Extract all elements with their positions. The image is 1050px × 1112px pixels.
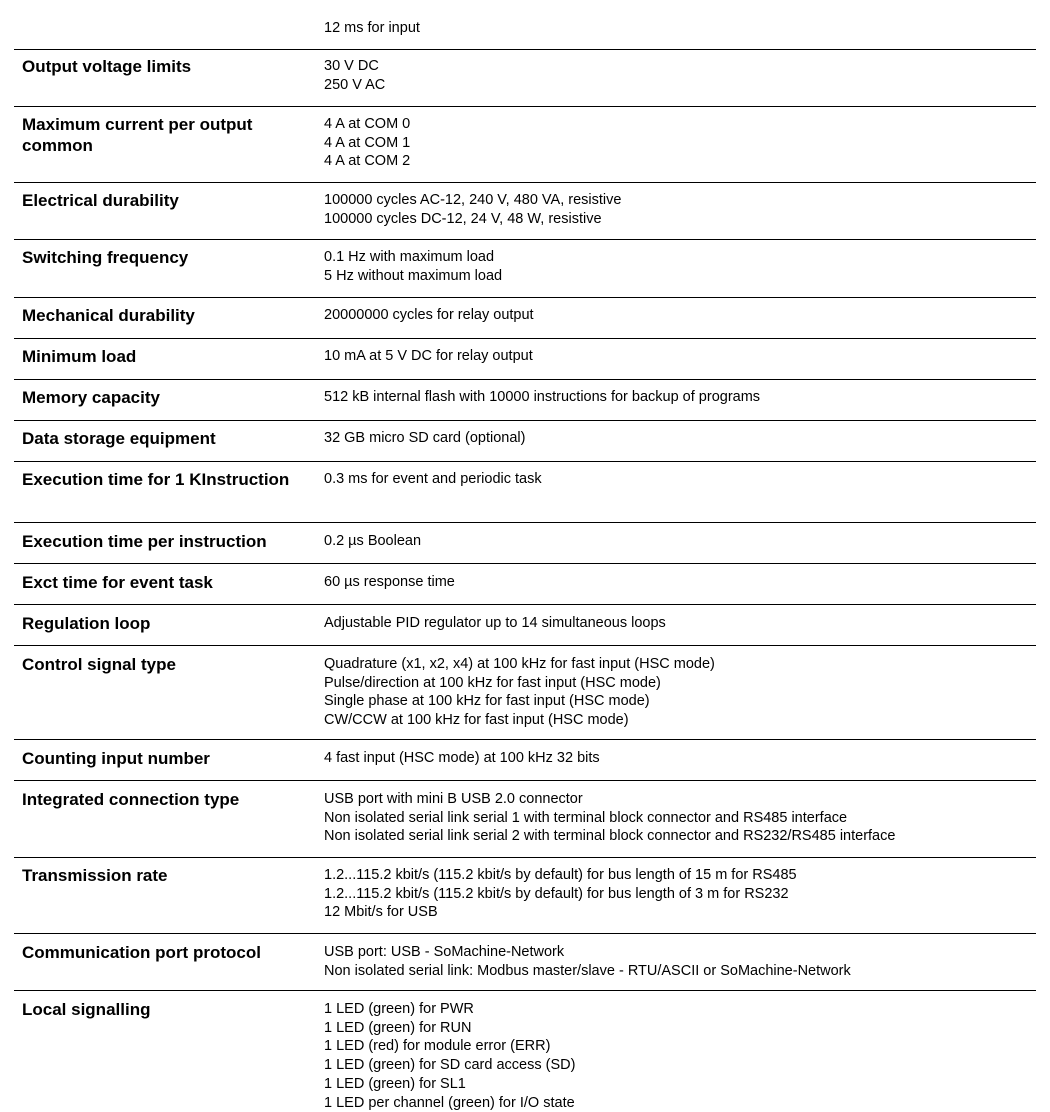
spec-value: 4 fast input (HSC mode) at 100 kHz 32 bits <box>324 750 600 766</box>
spec-values <box>324 57 1034 94</box>
spec-value: 100000 cycles DC-12, 24 V, 48 W, resistive <box>324 210 602 227</box>
spec-value: 4 A at COM 2 <box>324 153 411 170</box>
spec-values <box>324 429 1034 448</box>
spec-label: Minimum load <box>22 347 137 366</box>
row-divider <box>14 563 1036 564</box>
spec-value: 1 LED (green) for SL1 <box>324 1075 466 1092</box>
row-divider <box>14 182 1036 183</box>
spec-value: 1 LED per channel (green) for I/O state <box>324 1094 575 1111</box>
row-divider <box>14 420 1036 421</box>
spec-label: Output voltage limits <box>22 57 192 76</box>
spec-value: 1 LED (red) for module error (ERR) <box>324 1038 551 1055</box>
spec-label: Local signalling <box>22 1000 151 1019</box>
spec-label: Memory capacity <box>22 388 160 407</box>
spec-value: 1 LED (green) for RUN <box>324 1019 472 1036</box>
spec-value: Non isolated serial link serial 2 with terminal block connector and RS232/RS485 interface <box>324 828 896 845</box>
row-divider <box>14 297 1036 298</box>
spec-value: Single phase at 100 kHz for fast input (HSC mode) <box>324 693 650 710</box>
spec-values <box>324 614 1034 633</box>
spec-label: Communication port protocol <box>22 943 261 962</box>
spec-label: Switching frequency <box>22 248 189 267</box>
spec-value: Non isolated serial link serial 1 with terminal block connector and RS485 interface <box>324 809 848 826</box>
row-divider <box>14 739 1036 740</box>
spec-value: 4 A at COM 0 <box>324 116 411 132</box>
row-divider <box>14 379 1036 380</box>
spec-values <box>324 388 1034 407</box>
spec-value: 0.2 µs Boolean <box>324 533 422 549</box>
spec-label: Execution time per instruction <box>22 532 267 551</box>
spec-value: 12 Mbit/s for USB <box>324 904 438 921</box>
spec-label: Exct time for event task <box>22 573 213 592</box>
spec-values <box>324 790 1034 846</box>
spec-label: Control signal type <box>22 655 176 674</box>
spec-values <box>324 573 1034 592</box>
spec-label: Regulation loop <box>22 614 151 633</box>
spec-value: 1 LED (green) for SD card access (SD) <box>324 1057 576 1074</box>
spec-value: 0.1 Hz with maximum load <box>324 249 495 265</box>
spec-values <box>324 866 1034 922</box>
spec-values <box>324 191 1034 228</box>
spec-value: 1.2...115.2 kbit/s (115.2 kbit/s by default) for bus length of 3 m for RS232 <box>324 885 789 902</box>
row-divider <box>14 239 1036 240</box>
spec-label: Data storage equipment <box>22 429 216 448</box>
spec-value: 10 mA at 5 V DC for relay output <box>324 348 533 364</box>
spec-value: 4 A at COM 1 <box>324 134 411 151</box>
spec-value: Adjustable PID regulator up to 14 simultaneous loops <box>324 615 666 631</box>
row-divider <box>14 933 1036 934</box>
row-divider <box>14 645 1036 646</box>
spec-label: Electrical durability <box>22 191 179 210</box>
spec-values <box>324 248 1034 285</box>
spec-label: Mechanical durability <box>22 306 195 325</box>
spec-values <box>324 943 1034 980</box>
spec-value: 250 V AC <box>324 76 386 93</box>
spec-values <box>324 19 1034 38</box>
spec-value: Quadrature (x1, x2, x4) at 100 kHz for fast input (HSC mode) <box>324 656 715 672</box>
row-divider <box>14 780 1036 781</box>
row-divider <box>14 338 1036 339</box>
spec-label: Counting input number <box>22 749 210 768</box>
spec-value: 5 Hz without maximum load <box>324 267 503 284</box>
spec-value: Pulse/direction at 100 kHz for fast input (HSC mode) <box>324 674 661 691</box>
row-divider <box>14 990 1036 991</box>
spec-value: Non isolated serial link: Modbus master/slave - RTU/ASCII or SoMachine-Network <box>324 962 851 979</box>
row-divider <box>14 49 1036 50</box>
spec-values <box>324 655 1034 730</box>
spec-values <box>324 306 1034 325</box>
spec-label: Execution time for 1 KInstruction <box>22 470 290 489</box>
spec-values <box>324 749 1034 768</box>
spec-value: 1 LED (green) for PWR <box>324 1001 474 1017</box>
spec-label: Integrated connection type <box>22 790 240 809</box>
spec-value: 100000 cycles AC-12, 240 V, 480 VA, resistive <box>324 192 622 208</box>
spec-label: Maximum current per output common <box>22 115 253 155</box>
row-divider <box>14 857 1036 858</box>
spec-values <box>324 347 1034 366</box>
spec-values <box>324 115 1034 171</box>
spec-value: 32 GB micro SD card (optional) <box>324 430 526 446</box>
spec-value: 512 kB internal flash with 10000 instructions for backup of programs <box>324 389 761 405</box>
row-divider <box>14 461 1036 462</box>
spec-values <box>324 1000 1034 1112</box>
spec-label: Transmission rate <box>22 866 168 885</box>
spec-value: USB port: USB - SoMachine-Network <box>324 944 565 960</box>
spec-value: 12 ms for input <box>324 20 420 36</box>
spec-value: 20000000 cycles for relay output <box>324 307 534 323</box>
spec-value: 1.2...115.2 kbit/s (115.2 kbit/s by default) for bus length of 15 m for RS485 <box>324 867 797 883</box>
spec-value: 30 V DC <box>324 58 379 74</box>
spec-value: USB port with mini B USB 2.0 connector <box>324 791 583 807</box>
spec-values <box>324 470 1034 489</box>
spec-value: 60 µs response time <box>324 574 455 590</box>
spec-value: 0.3 ms for event and periodic task <box>324 471 542 487</box>
row-divider <box>14 604 1036 605</box>
row-divider <box>14 106 1036 107</box>
spec-value: CW/CCW at 100 kHz for fast input (HSC mode) <box>324 712 629 729</box>
row-divider <box>14 522 1036 523</box>
spec-values <box>324 532 1034 551</box>
